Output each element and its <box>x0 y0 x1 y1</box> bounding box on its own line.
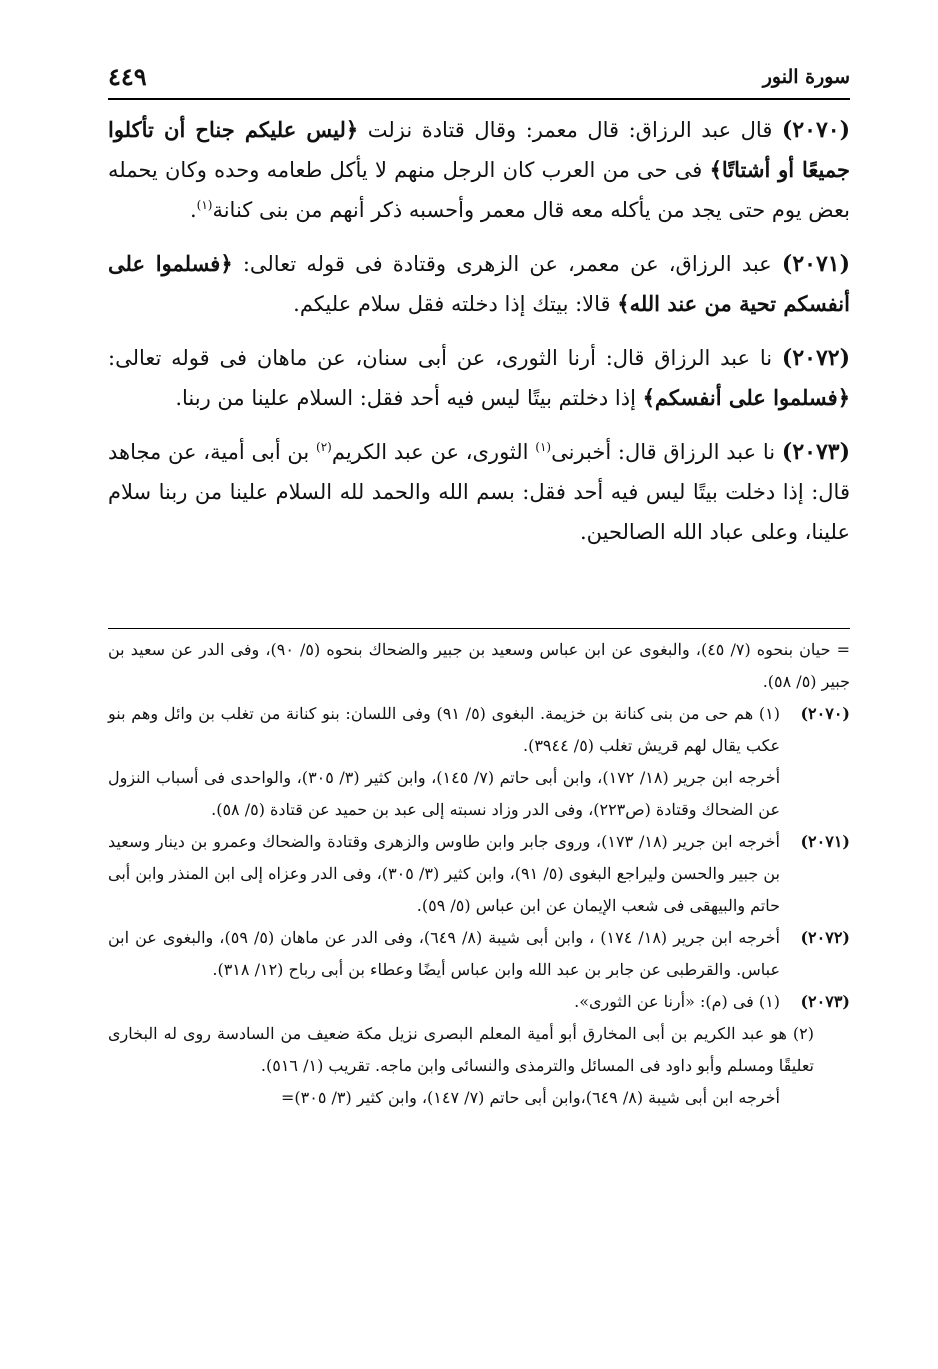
footnote-2070 <box>108 698 850 762</box>
paragraph-text: قال عبد الرزاق: قال معمر: وقال قتادة نزلت <box>358 118 782 142</box>
paragraph-text: نا عبد الرزاق قال: أخبرنى <box>551 440 782 464</box>
footnote-2071 <box>108 826 850 922</box>
footnote-ref: (١) <box>196 198 213 212</box>
paragraph-2070 <box>108 110 850 230</box>
hadith-number: (٢٠٧٠) <box>781 117 850 143</box>
footnote-ref: (١) <box>535 440 552 454</box>
paragraph-2073 <box>108 432 850 552</box>
paragraph-text: الثورى، عن عبد الكريم <box>331 440 536 464</box>
hadith-number: (٢٠٧٣) <box>781 439 850 465</box>
paragraph-2072 <box>108 338 850 418</box>
footnote-text: أخرجه ابن جرير (١٨/ ١٧٤) ، وابن أبى شيبة (٨/ ٦٤٩)، وفى الدر عن ماهان (٥/ ٥٩)، والبغوى عن ابن عباس. والقرطبى عن جابر بن عبد الله وابن عباس أيضًا وعطاء بن أبى رباح (١٢/ ٣١٨). <box>108 928 780 979</box>
footnote-label: (٢٠٧٠) <box>800 704 850 723</box>
header-rule <box>108 98 850 100</box>
footnote-2073 <box>108 986 850 1018</box>
paragraph-text: نا عبد الرزاق قال: أرنا الثورى، عن أبى سنان، عن ماهان فى قوله تعالى: <box>108 346 782 370</box>
paragraph-text: عبد الرزاق، عن معمر، عن الزهرى وقتادة فى قوله تعالى: <box>232 252 782 276</box>
paragraph-text: . <box>189 198 197 222</box>
footnote-rule <box>108 628 850 629</box>
footnote-carry: = حيان بنحوه (٧/ ٤٥)، والبغوى عن ابن عباس وسعيد بن جبير والضحاك بنحوه (٥/ ٩٠)، وفى الدر عن سعيد بن جبير (٥/ ٥٨). <box>108 640 850 691</box>
running-header <box>108 62 850 96</box>
paragraph-text: فى حى من العرب كان الرجل منهم لا يأكل طعامه وحده وكان يحمله بعض يوم حتى يجد من يأكله معه قال معمر وأحسبه ذكر أنهم من بنى كنانة <box>108 158 850 222</box>
paragraph-2071 <box>108 244 850 324</box>
footnote-text: (١) فى (م): «أرنا عن الثورى». <box>574 992 780 1011</box>
paragraph-text: بن أبى أمية، عن مجاهد قال: إذا دخلت بيتًا ليس فيه أحد فقل: بسم الله والحمد لله السلام علينا من ربنا سلام علينا، وعلى عباد الله الصالحين. <box>108 440 850 544</box>
footnotes <box>108 634 850 1114</box>
surah-title: سورة النور <box>762 66 850 88</box>
quran-quote: ﴿فسلموا على أنفسكم﴾ <box>642 385 850 410</box>
footnote-ref: (٢) <box>316 440 332 454</box>
paragraph-text: إذا دخلتم بيتًا ليس فيه أحد فقل: السلام علينا من ربنا. <box>175 386 643 410</box>
quran-quote: ﴿فسلموا على أنفسكم تحية من عند الله﴾ <box>108 251 850 316</box>
footnote-text: أخرجه ابن جرير (١٨/ ١٧٢)، وابن أبى حاتم (٧/ ١٤٥)، وابن كثير (٣/ ٣٠٥)، والواحدى فى أسباب النزول عن الضحاك وقتادة (ص٢٢٣)، وفى الدر وزاد نسبته إلى عبد بن حميد عن قتادة (٥/ ٥٨). <box>108 768 781 819</box>
page-number: ٤٤٩ <box>108 62 147 91</box>
footnote-label: (٢٠٧١) <box>800 832 850 851</box>
footnote-label: (٢٠٧٣) <box>800 992 850 1011</box>
footnote-text: أخرجه ابن أبى شيبة (٨/ ٦٤٩)،وابن أبى حاتم (٧/ ١٤٧)، وابن كثير (٣/ ٣٠٥)= <box>280 1088 780 1107</box>
footnote-2072 <box>108 922 850 986</box>
paragraph-text: قالا: بيتك إذا دخلته فقل سلام عليكم. <box>293 292 618 316</box>
hadith-number: (٢٠٧١) <box>781 251 850 277</box>
hadith-number: (٢٠٧٢) <box>781 345 850 371</box>
footnote-text: أخرجه ابن جرير (١٨/ ١٧٣)، وروى جابر وابن طاوس والزهرى وقتادة والضحاك وعمرو بن دينار وسعيد بن جبير والحسن وليراجع البغوى (٥/ ٩١)، وابن كثير (٣/ ٣٠٥)، وفى الدر وعزاه إلى ابن المنذر وابن أبى حاتم والبيهقى فى شعب الإيمان عن ابن عباس (٥/ ٥٩). <box>108 832 781 915</box>
footnote-text: (١) هم حى من بنى كنانة بن خزيمة. البغوى (٥/ ٩١) وفى اللسان: بنو كنانة من تغلب بن وائل وهم بنو عكب يقال لهم قريش تغلب (٥/ ٣٩٤٤). <box>108 704 781 755</box>
footnote-label: (٢٠٧٢) <box>800 928 850 947</box>
footnote-text: (٢) هو عبد الكريم بن أبى المخارق أبو أمية المعلم البصرى نزيل مكة ضعيف من السادسة روى له البخارى تعليقًا ومسلم وأبو داود فى المسائل والترمذى والنسائى وابن ماجه. تقريب (١/ ٥١٦). <box>108 1024 814 1075</box>
main-text <box>108 110 850 566</box>
quran-quote: ﴿ليس عليكم جناح أن تأكلوا جميعًا أو أشتاتًا﴾ <box>108 117 850 182</box>
